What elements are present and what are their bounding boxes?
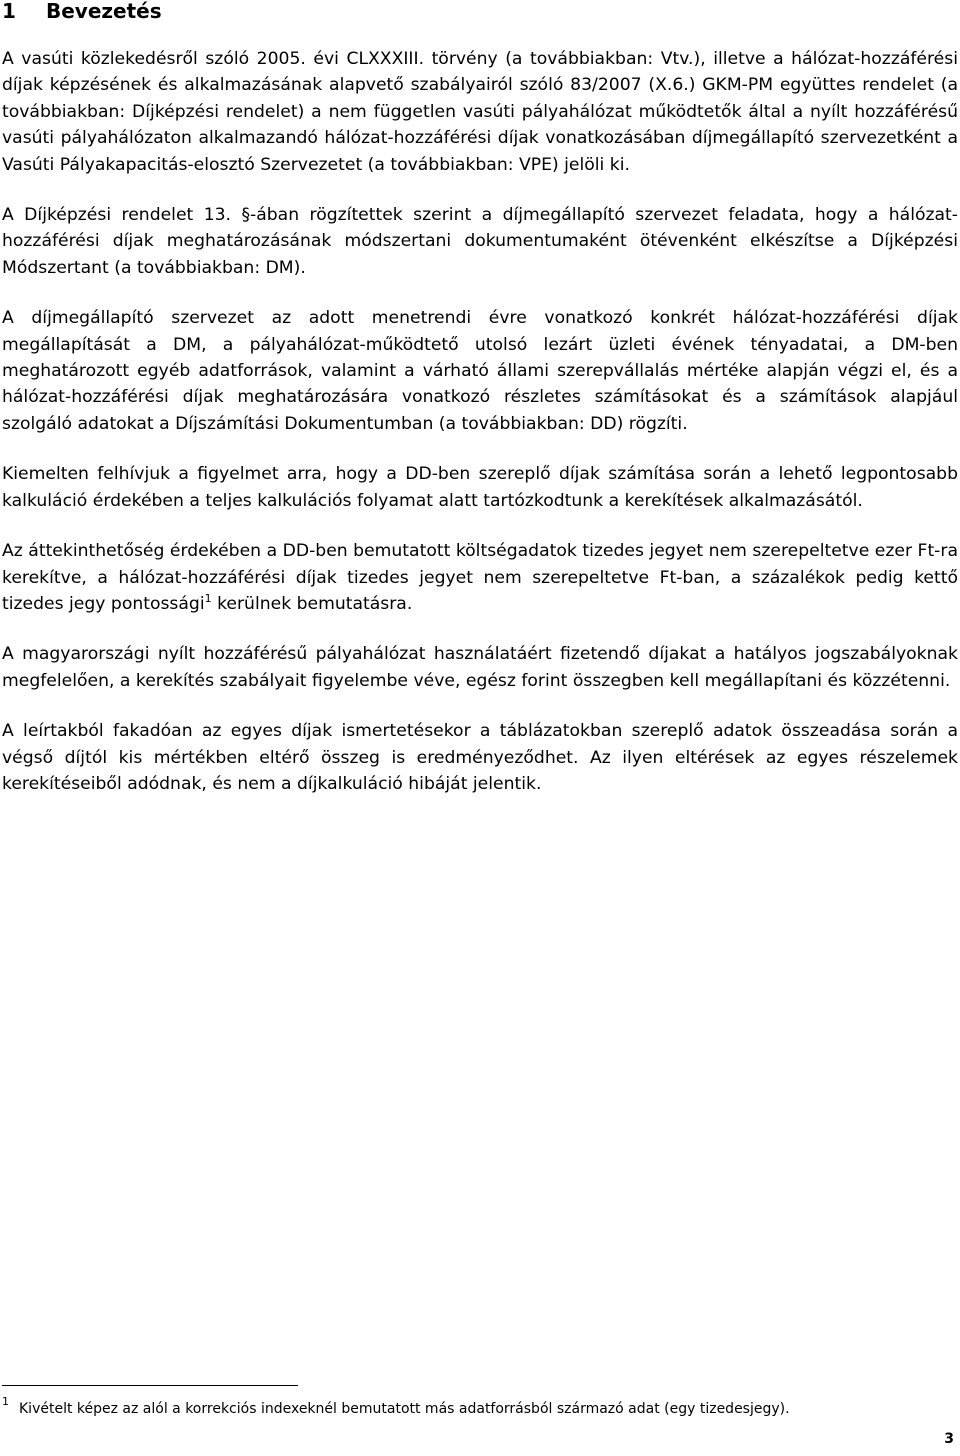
- section-title: Bevezetés: [46, 0, 162, 23]
- section-number: 1: [2, 0, 16, 23]
- footnote: [2, 1392, 952, 1419]
- footnote-marker: 1: [2, 1395, 9, 1408]
- paragraph-legal-basis: A vasúti közlekedésről szóló 2005. évi CLXXXIII. törvény (a továbbiakban: Vtv.), illetve a hálózat-hozzáférési díjak képzésének és alkalmazásának alapvető szabályairól szóló 83/2007 (X.6.) GKM-PM együttes rendelet (a továbbiakban: Díjképzési rendelet) a nem független vasúti pályahálózat működtetők által a nyílt hozzáférésű vasúti pályahálózaton alkalmazandó hálózat-hozzáférési díjak vonatkozásában díjmegállapító szervezetként a Vasúti Pályakapacitás-elosztó Szervezetet (a továbbiakban: VPE) jelöli ki.: [2, 49, 958, 175]
- paragraph-precision-text: Az áttekinthetőség érdekében a DD-ben bemutatott költségadatok tizedes jegyet nem szerepeltetve ezer Ft-ra kerekítve, a hálózat-hozzáférési díjak tizedes jegyet nem szerepeltetve Ft-ban, a százalékok pedig kettő tizedes jegy pontossági: [2, 541, 958, 614]
- paragraph-methodology: A Díjképzési rendelet 13. §-ában rögzítettek szerint a díjmegállapító szervezet feladata, hogy a hálózat-hozzáférési díjak meghatározásának módszertani dokumentumaként ötévenként elkészítse a Díjképzési Módszertant (a továbbiakban: DM).: [2, 205, 958, 278]
- paragraph-precision: [2, 538, 958, 617]
- paragraph-rounding-notice: Kiemelten felhívjuk a figyelmet arra, hogy a DD-ben szereplő díjak számítása során a lehető legpontosabb kalkuláció érdekében a teljes kalkulációs folyamat alatt tartózkodtunk a kerekítések alkalmazásától.: [2, 464, 958, 511]
- paragraph-publication: A magyarországi nyílt hozzáférésű pályahálózat használatáért fizetendő díjakat a hatályos jogszabályoknak megfelelően, a kerekítés szabályait figyelembe véve, egész forint összegben kell megállapítani és közzétenni.: [2, 644, 958, 691]
- paragraph-fee-determination: A díjmegállapító szervezet az adott menetrendi évre vonatkozó konkrét hálózat-hozzáférési díjak megállapítását a DM, a pályahálózat-működtető utolsó lezárt üzleti évének tényadatai, a DM-ben meghatározott egyéb adatforrások, valamint a várható állami szerepvállalás mértéke alapján végzi el, és a hálózat-hozzáférési díjak meghatározására vonatkozó részletes számításokat és a számítások alapjául szolgáló adatokat a Díjszámítási Dokumentumban (a továbbiakban: DD) rögzíti.: [2, 308, 958, 434]
- footnote-separator: [2, 1385, 298, 1386]
- paragraph-deviation: A leírtakból fakadóan az egyes díjak ismertetésekor a táblázatokban szereplő adatok összeadása során a végső díjtól kis mértékben eltérő összeg is eredményeződhet. Az ilyen eltérések az egyes részelemek kerekítéseiből adódnak, és nem a díjkalkuláció hibáját jelentik.: [2, 721, 958, 794]
- footnote-text: Kivételt képez az alól a korrekciós indexeknél bemutatott más adatforrásból származó adat (egy tizedesjegy).: [19, 1401, 790, 1417]
- page-number: 3: [944, 1431, 954, 1447]
- paragraph-precision-text-end: kerülnek bemutatásra.: [211, 593, 413, 614]
- section-heading: [2, 0, 162, 24]
- document-body: [2, 46, 958, 821]
- footnote-reference[interactable]: 1: [204, 591, 212, 605]
